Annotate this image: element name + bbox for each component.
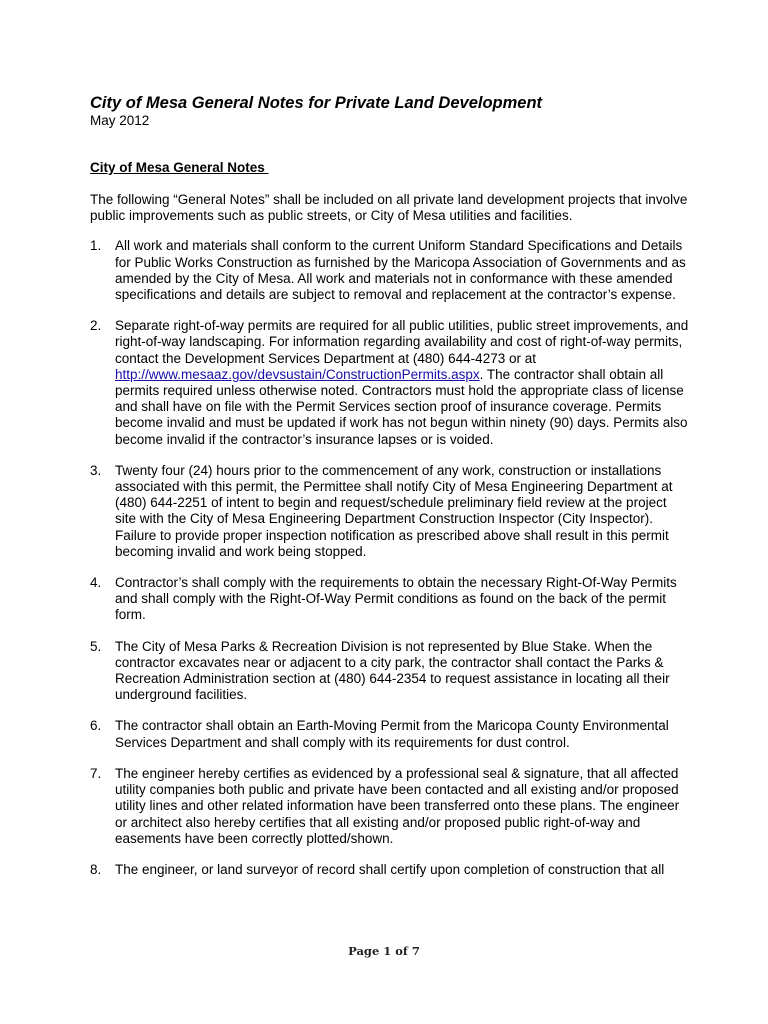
note-text: The contractor shall obtain an Earth-Moving Permit from the Maricopa County Environmental Services Department and shall comply with its requirements for dust control.: [115, 718, 669, 750]
note-number: 3.: [90, 462, 102, 478]
note-item-7: [90, 766, 690, 847]
note-number: 2.: [90, 318, 102, 334]
note-number: 6.: [90, 718, 102, 734]
construction-permits-link[interactable]: http://www.mesaaz.gov/devsustain/ConstructionPermits.aspx: [115, 366, 480, 382]
document-date: May 2012: [90, 113, 150, 128]
note-text-after-link: . The contractor shall obtain all permits required unless otherwise noted. Contractors must hold the appropriate class of license and shall have on file with the Permit Services section proof of insurance coverage. Permits become invalid and must be updated if work has not begun within ninety (90) days. Permits also become invalid if the contractor’s insurance lapses or is voided.: [115, 366, 688, 447]
document-body: [90, 93, 690, 893]
note-text: The engineer hereby certifies as evidenced by a professional seal & signature, that all affected utility companies both public and private have been contacted and all existing and/or proposed utility lines and other related information have been transferred onto these plans. The engineer or architect also hereby certifies that all existing and/or proposed public right-of-way and easements have been correctly plotted/shown.: [115, 765, 680, 846]
note-text: The engineer, or land surveyor of record shall certify upon completion of construction that all: [115, 861, 665, 877]
note-number: 4.: [90, 575, 102, 591]
note-number: 1.: [90, 238, 102, 254]
note-text: Contractor’s shall comply with the requirements to obtain the necessary Right-Of-Way Permits and shall comply with the Right-Of-Way Permit conditions as found on the back of the permit form.: [115, 575, 677, 623]
page-number-footer: Page 1 of 7: [348, 944, 420, 958]
note-text: The City of Mesa Parks & Recreation Division is not represented by Blue Stake. When the contractor excavates near or adjacent to a city park, the contractor shall contact the Parks & Recreation Administration section at (480) 644-2354 to request assistance in locating all their underground facilities.: [115, 638, 670, 703]
note-text: Twenty four (24) hours prior to the commencement of any work, construction or installations associated with this permit, the Permittee shall notify City of Mesa Engineering Department at (480) 644-2251 of intent to begin and request/schedule preliminary field review at the project site with the City of Mesa Engineering Department Construction Inspector (City Inspector). Failure to provide proper inspection notification as prescribed above shall result in this permit becoming invalid and work being stopped.: [115, 462, 673, 559]
note-item-8: [90, 862, 690, 878]
intro-paragraph: The following “General Notes” shall be included on all private land development projects that involve public improvements such as public streets, or City of Mesa utilities and facilities.: [90, 192, 688, 224]
document-title: City of Mesa General Notes for Private Land Development: [90, 94, 543, 112]
section-heading: City of Mesa General Notes: [90, 160, 269, 175]
note-number: 8.: [90, 861, 102, 877]
note-item-4: [90, 575, 690, 624]
note-text: All work and materials shall conform to the current Uniform Standard Specifications and Details for Public Works Construction as furnished by the Maricopa Association of Governments and as amended by the City of Mesa. All work and materials not in conformance with these amended specifications and details are subject to removal and replacement at the contractor’s expense.: [115, 238, 686, 303]
note-item-5: [90, 639, 690, 704]
note-text-before-link: Separate right-of-way permits are required for all public utilities, public street improvements, and right-of-way landscaping. For information regarding availability and cost of right-of-way permits, contact the Development Services Department at (480) 644-4273 or at: [115, 318, 689, 366]
note-item-2: [90, 318, 690, 448]
note-item-6: [90, 718, 690, 750]
note-item-3: [90, 463, 690, 560]
note-number: 5.: [90, 638, 102, 654]
note-item-1: [90, 238, 690, 303]
general-notes-list: [90, 238, 690, 878]
note-number: 7.: [90, 765, 102, 781]
